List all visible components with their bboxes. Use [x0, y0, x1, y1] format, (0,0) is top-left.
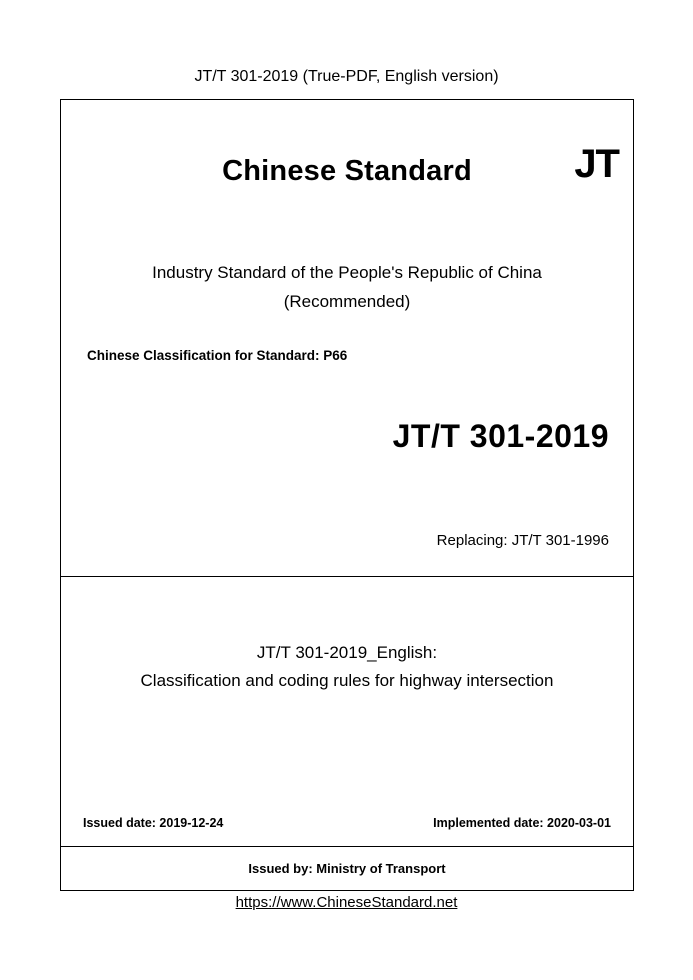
- issued-date: Issued date: 2019-12-24: [83, 816, 224, 830]
- page-title: JT/T 301-2019 (True-PDF, English version): [194, 68, 499, 85]
- english-title-line-1: JT/T 301-2019_English:: [256, 643, 438, 662]
- industry-standard-line-2: (Recommended): [283, 292, 411, 311]
- date-row: [61, 816, 633, 830]
- cover-upper-block: [61, 100, 633, 577]
- standard-number: JT/T 301-2019: [392, 418, 609, 454]
- standard-heading: Chinese Standard: [222, 155, 472, 187]
- english-title: [61, 639, 633, 695]
- cover-frame: [60, 99, 634, 891]
- website-link[interactable]: https://www.ChineseStandard.net: [235, 894, 458, 911]
- industry-standard-line: [61, 258, 633, 316]
- jt-logo-icon: JT: [574, 142, 619, 186]
- issued-by: Issued by: Ministry of Transport: [248, 861, 446, 876]
- english-title-line-2: Classification and coding rules for highway intersection: [140, 671, 554, 690]
- classification-code: Chinese Classification for Standard: P66: [87, 348, 348, 363]
- implemented-date: Implemented date: 2020-03-01: [433, 816, 611, 830]
- cover-middle-block: [61, 577, 633, 847]
- replacing-standard: Replacing: JT/T 301-1996: [436, 532, 609, 549]
- industry-standard-line-1: Industry Standard of the People's Republic of China: [152, 263, 542, 282]
